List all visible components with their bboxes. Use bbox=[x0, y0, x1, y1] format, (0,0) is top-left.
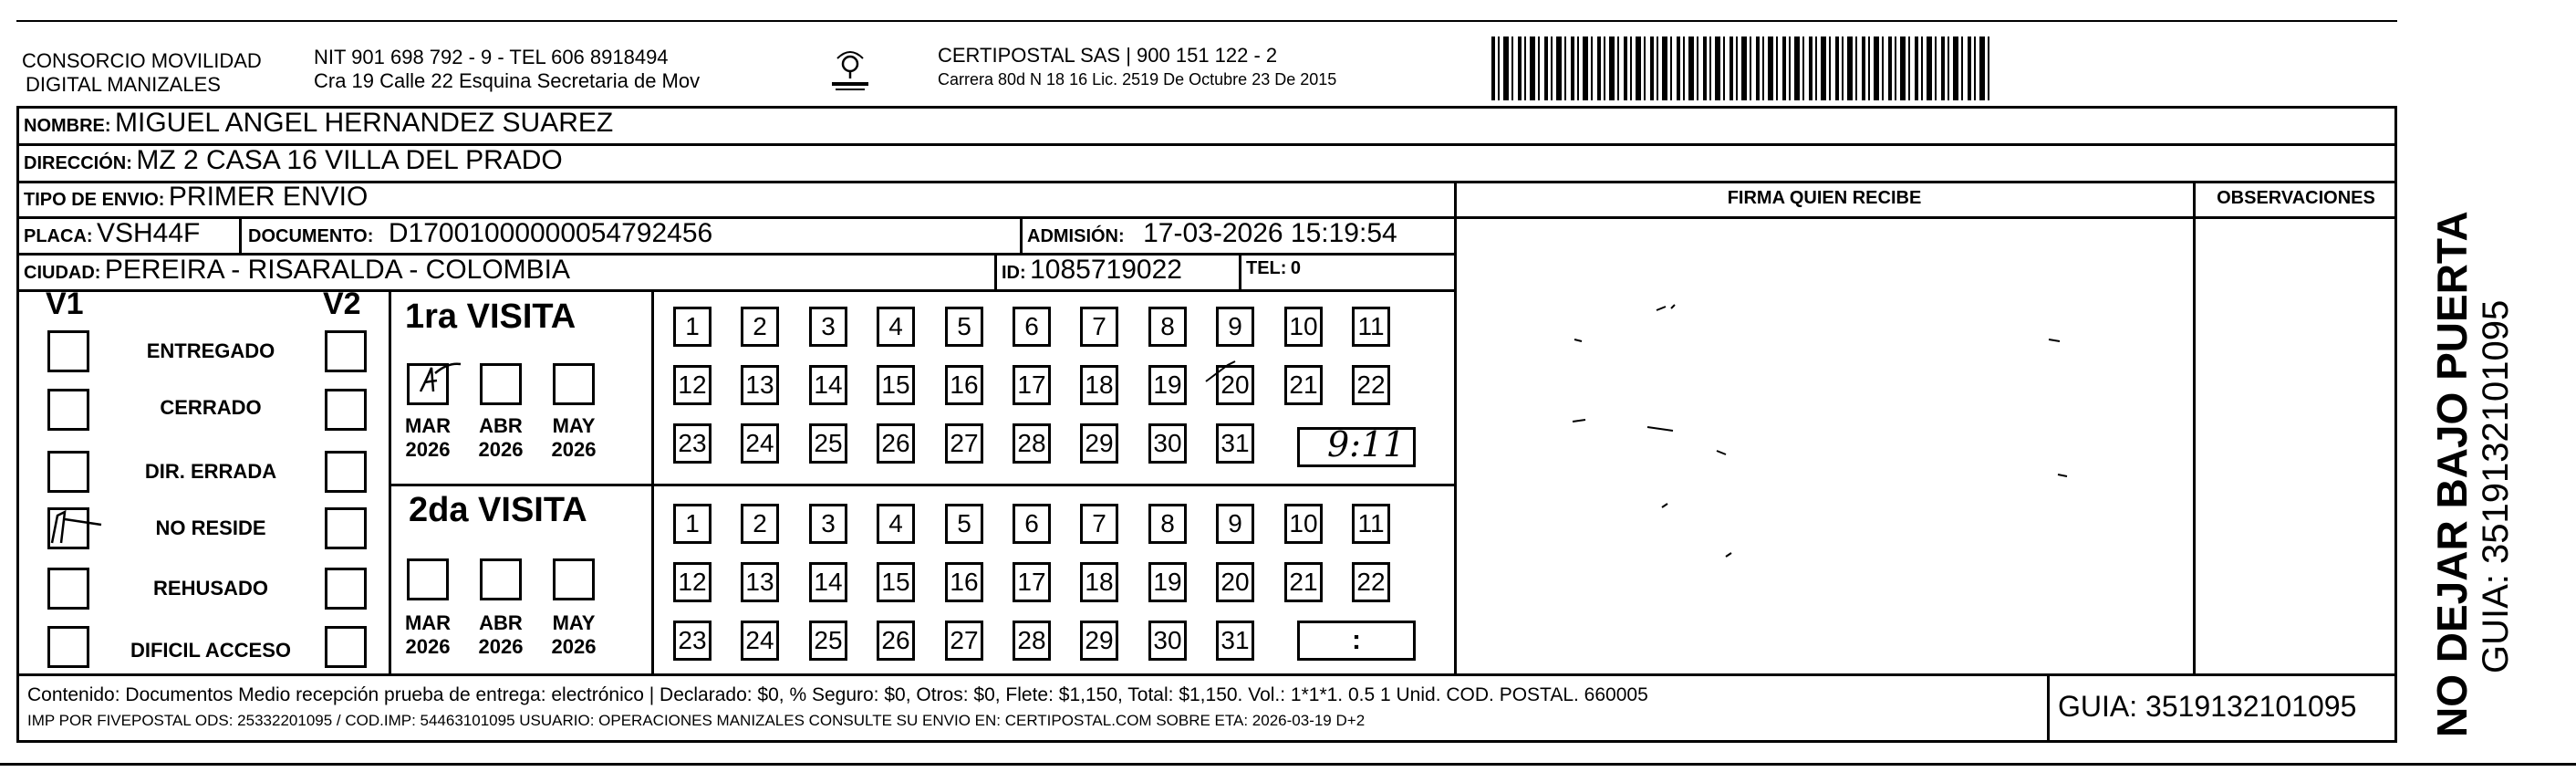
day-box-5[interactable]: 5 bbox=[945, 307, 983, 347]
id-value: 1085719022 bbox=[1030, 255, 1182, 285]
day-box-7[interactable]: 7 bbox=[1080, 504, 1118, 544]
tipo-label: TIPO DE ENVIO: bbox=[24, 190, 165, 210]
barcode bbox=[1491, 37, 1993, 100]
no-dejar-bajo-puerta: NO DEJAR BAJO PUERTA bbox=[2428, 211, 2476, 737]
row-divider bbox=[16, 181, 2397, 183]
day-box-18[interactable]: 18 bbox=[1080, 562, 1118, 602]
day-box-10[interactable]: 10 bbox=[1284, 307, 1323, 347]
v2-cerrado-checkbox[interactable] bbox=[325, 389, 367, 431]
contenido-text: Contenido: Documentos Medio recepción prueba de entrega: electrónico | Declarado: $0, % Seguro: $0, Otros: $0, Flete: $1,150, Total: $1,150. Vol.: 1*1*1. 0.5 1 Unid. COD. POSTAL. 660005 bbox=[27, 684, 1648, 705]
address-line: Cra 19 Calle 22 Esquina Secretaria de Mov bbox=[314, 69, 701, 92]
nombre-row bbox=[24, 108, 613, 139]
footer-guia: GUIA: 3519132101095 bbox=[2058, 690, 2357, 723]
day-box-16[interactable]: 16 bbox=[945, 365, 983, 405]
first-visit-time: 9:11 bbox=[1327, 424, 1406, 464]
courier-line2: Carrera 80d N 18 16 Lic. 2519 De Octubre 23 De 2015 bbox=[938, 70, 1337, 89]
status-dir-errada: DIR. ERRADA bbox=[144, 460, 277, 483]
day-box-4[interactable]: 4 bbox=[877, 307, 915, 347]
placa-label: PLACA: bbox=[24, 226, 93, 246]
v1-dificil-acceso-checkbox[interactable] bbox=[47, 626, 89, 668]
day-box-27[interactable]: 27 bbox=[945, 621, 983, 661]
row-divider bbox=[389, 484, 1456, 486]
month-label: ABR bbox=[479, 611, 523, 634]
status-rehusado: REHUSADO bbox=[153, 577, 268, 600]
first-visit-may-box[interactable] bbox=[553, 363, 595, 405]
first-visit-time-box[interactable] bbox=[1297, 424, 1416, 467]
day-box-17[interactable]: 17 bbox=[1013, 365, 1051, 405]
side-notice bbox=[2428, 211, 2516, 737]
tel-value: 0 bbox=[1290, 258, 1302, 278]
status-cerrado: CERRADO bbox=[160, 396, 262, 419]
day-box-2[interactable]: 2 bbox=[741, 307, 779, 347]
direccion-label: DIRECCIÓN: bbox=[24, 153, 132, 173]
second-visit-month-may bbox=[542, 611, 606, 659]
month-label: MAR bbox=[404, 611, 452, 634]
day-box-13[interactable]: 13 bbox=[741, 562, 779, 602]
day-box-30[interactable]: 30 bbox=[1148, 621, 1187, 661]
documento-value: D17001000000054792456 bbox=[388, 218, 713, 248]
year-label: 2026 bbox=[478, 438, 524, 461]
column-divider bbox=[389, 289, 391, 673]
company-contact bbox=[314, 46, 700, 93]
day-box-1[interactable]: 1 bbox=[673, 504, 712, 544]
ciudad-row bbox=[24, 255, 570, 286]
first-visit-month-mar bbox=[396, 414, 460, 462]
imp-text: IMP POR FIVEPOSTAL ODS: 25332201095 / COD.IMP: 54463101095 USUARIO: OPERACIONES MANIZALES CONSULTE SU ENVIO EN: CERTIPOSTAL.COM SOBRE ETA: 2026-03-19 D+2 bbox=[27, 712, 1366, 729]
page-edge bbox=[0, 763, 2576, 766]
courier-logo bbox=[823, 42, 878, 95]
side-guia: GUIA: 3519132101095 bbox=[2476, 299, 2516, 673]
checkmark-icon bbox=[45, 503, 99, 545]
row-divider bbox=[16, 673, 2397, 676]
day-box-25[interactable]: 25 bbox=[809, 423, 847, 464]
second-visit-month-mar bbox=[396, 611, 460, 659]
day-box-6[interactable]: 6 bbox=[1013, 504, 1051, 544]
day-box-10[interactable]: 10 bbox=[1284, 504, 1323, 544]
company-line2: DIGITAL MANIZALES bbox=[26, 73, 221, 96]
day-box-20[interactable]: 20 bbox=[1216, 562, 1254, 602]
v1-header: V1 bbox=[46, 287, 84, 321]
day-box-18[interactable]: 18 bbox=[1080, 365, 1118, 405]
day-box-26[interactable]: 26 bbox=[877, 621, 915, 661]
second-visit-month-abr bbox=[469, 611, 533, 659]
day-box-23[interactable]: 23 bbox=[673, 621, 712, 661]
first-visit-mar-box[interactable] bbox=[407, 363, 449, 405]
day-box-9[interactable]: 9 bbox=[1216, 307, 1254, 347]
month-label: MAY bbox=[552, 611, 596, 634]
day-box-8[interactable]: 8 bbox=[1148, 504, 1187, 544]
id-label: ID: bbox=[1002, 263, 1026, 283]
direccion-value: MZ 2 CASA 16 VILLA DEL PRADO bbox=[136, 145, 563, 175]
day-box-19[interactable]: 19 bbox=[1148, 562, 1187, 602]
ciudad-label: CIUDAD: bbox=[24, 263, 101, 283]
day-box-5[interactable]: 5 bbox=[945, 504, 983, 544]
placa-value: VSH44F bbox=[97, 218, 201, 248]
day-box-19[interactable]: 19 bbox=[1148, 365, 1187, 405]
v1-entregado-checkbox[interactable] bbox=[47, 330, 89, 372]
nombre-value: MIGUEL ANGEL HERNANDEZ SUAREZ bbox=[115, 108, 614, 138]
day-box-8[interactable]: 8 bbox=[1148, 307, 1187, 347]
pen-stroke-icon bbox=[1204, 358, 1241, 385]
page-edge bbox=[16, 20, 2397, 22]
day-box-11[interactable]: 11 bbox=[1352, 307, 1390, 347]
admision-cell bbox=[1027, 218, 1397, 249]
column-divider bbox=[2193, 181, 2196, 673]
day-box-7[interactable]: 7 bbox=[1080, 307, 1118, 347]
day-box-28[interactable]: 28 bbox=[1013, 621, 1051, 661]
day-box-27[interactable]: 27 bbox=[945, 423, 983, 464]
second-visit-may-box[interactable] bbox=[553, 558, 595, 600]
first-visit-month-may bbox=[542, 414, 606, 462]
day-box-4[interactable]: 4 bbox=[877, 504, 915, 544]
tel-cell bbox=[1246, 258, 1301, 279]
courier-info bbox=[938, 44, 1336, 89]
day-box-13[interactable]: 13 bbox=[741, 365, 779, 405]
signature-area bbox=[1456, 219, 2193, 672]
v2-no-reside-checkbox[interactable] bbox=[325, 507, 367, 549]
day-box-20[interactable]: 20 bbox=[1216, 365, 1254, 405]
placa-row bbox=[24, 218, 200, 249]
day-box-22[interactable]: 22 bbox=[1352, 365, 1390, 405]
v2-rehusado-checkbox[interactable] bbox=[325, 568, 367, 610]
day-box-12[interactable]: 12 bbox=[673, 562, 712, 602]
admision-label: ADMISIÓN: bbox=[1027, 226, 1125, 246]
row-divider bbox=[16, 289, 1456, 292]
day-box-24[interactable]: 24 bbox=[741, 423, 779, 464]
documento-label: DOCUMENTO: bbox=[248, 226, 374, 246]
day-box-12[interactable]: 12 bbox=[673, 365, 712, 405]
day-box-29[interactable]: 29 bbox=[1080, 621, 1118, 661]
tipo-row bbox=[24, 182, 368, 213]
v2-dir-errada-checkbox[interactable] bbox=[325, 451, 367, 493]
firma-header: FIRMA QUIEN RECIBE bbox=[1727, 188, 1922, 208]
day-box-22[interactable]: 22 bbox=[1352, 562, 1390, 602]
v1-dir-errada-checkbox[interactable] bbox=[47, 451, 89, 493]
second-visit-time-box[interactable]: : bbox=[1297, 621, 1416, 661]
second-visit-mar-box[interactable] bbox=[407, 558, 449, 600]
company-line1: CONSORCIO MOVILIDAD bbox=[22, 49, 262, 72]
day-box-21[interactable]: 21 bbox=[1284, 562, 1323, 602]
v2-entregado-checkbox[interactable] bbox=[325, 330, 367, 372]
day-box-3[interactable]: 3 bbox=[809, 307, 847, 347]
status-entregado: ENTREGADO bbox=[146, 339, 275, 362]
day-box-25[interactable]: 25 bbox=[809, 621, 847, 661]
day-box-9[interactable]: 9 bbox=[1216, 504, 1254, 544]
day-box-30[interactable]: 30 bbox=[1148, 423, 1187, 464]
second-visit-title: 2da VISITA bbox=[409, 491, 587, 529]
company-name bbox=[22, 49, 262, 97]
handwritten-mark-icon bbox=[408, 359, 462, 404]
year-label: 2026 bbox=[551, 635, 597, 658]
cell-divider bbox=[1239, 253, 1241, 289]
year-label: 2026 bbox=[405, 635, 451, 658]
observaciones-header: OBSERVACIONES bbox=[2217, 188, 2375, 208]
month-label: MAY bbox=[552, 414, 596, 437]
month-label: MAR bbox=[404, 414, 452, 437]
cell-divider bbox=[994, 253, 997, 289]
day-box-14[interactable]: 14 bbox=[809, 562, 847, 602]
first-visit-month-abr bbox=[469, 414, 533, 462]
courier-line1: CERTIPOSTAL SAS | 900 151 122 - 2 bbox=[938, 44, 1278, 67]
day-box-23[interactable]: 23 bbox=[673, 423, 712, 464]
year-label: 2026 bbox=[551, 438, 597, 461]
documento-cell bbox=[248, 218, 712, 249]
ciudad-value: PEREIRA - RISARALDA - COLOMBIA bbox=[104, 255, 571, 285]
column-divider bbox=[2047, 673, 2050, 743]
second-visit-abr-box[interactable] bbox=[480, 558, 522, 600]
day-box-15[interactable]: 15 bbox=[877, 562, 915, 602]
admision-value: 17-03-2026 15:19:54 bbox=[1143, 218, 1397, 248]
day-box-1[interactable]: 1 bbox=[673, 307, 712, 347]
day-box-29[interactable]: 29 bbox=[1080, 423, 1118, 464]
day-box-16[interactable]: 16 bbox=[945, 562, 983, 602]
day-box-26[interactable]: 26 bbox=[877, 423, 915, 464]
v1-no-reside-checkbox[interactable] bbox=[47, 507, 89, 549]
cell-divider bbox=[239, 216, 242, 253]
nit-line: NIT 901 698 792 - 9 - TEL 606 8918494 bbox=[314, 46, 669, 68]
day-box-31[interactable]: 31 bbox=[1216, 621, 1254, 661]
v2-header: V2 bbox=[323, 287, 361, 321]
day-box-15[interactable]: 15 bbox=[877, 365, 915, 405]
column-divider bbox=[651, 289, 654, 673]
tipo-value: PRIMER ENVIO bbox=[168, 182, 369, 212]
day-box-14[interactable]: 14 bbox=[809, 365, 847, 405]
day-box-28[interactable]: 28 bbox=[1013, 423, 1051, 464]
tel-label: TEL: bbox=[1246, 258, 1287, 278]
day-box-2[interactable]: 2 bbox=[741, 504, 779, 544]
day-box-11[interactable]: 11 bbox=[1352, 504, 1390, 544]
nombre-label: NOMBRE: bbox=[24, 116, 111, 136]
id-cell bbox=[1002, 255, 1182, 286]
status-no-reside: NO RESIDE bbox=[155, 516, 266, 539]
first-visit-abr-box[interactable] bbox=[480, 363, 522, 405]
day-box-24[interactable]: 24 bbox=[741, 621, 779, 661]
year-label: 2026 bbox=[478, 635, 524, 658]
month-label: ABR bbox=[479, 414, 523, 437]
v2-dificil-acceso-checkbox[interactable] bbox=[325, 626, 367, 668]
day-box-3[interactable]: 3 bbox=[809, 504, 847, 544]
day-box-31[interactable]: 31 bbox=[1216, 423, 1254, 464]
status-dificil-acceso: DIFICIL ACCESO bbox=[130, 639, 291, 662]
v1-rehusado-checkbox[interactable] bbox=[47, 568, 89, 610]
first-visit-title: 1ra VISITA bbox=[405, 297, 576, 336]
year-label: 2026 bbox=[405, 438, 451, 461]
day-box-6[interactable]: 6 bbox=[1013, 307, 1051, 347]
day-box-21[interactable]: 21 bbox=[1284, 365, 1323, 405]
day-box-17[interactable]: 17 bbox=[1013, 562, 1051, 602]
cell-divider bbox=[1020, 216, 1023, 253]
direccion-row bbox=[24, 145, 563, 176]
v1-cerrado-checkbox[interactable] bbox=[47, 389, 89, 431]
